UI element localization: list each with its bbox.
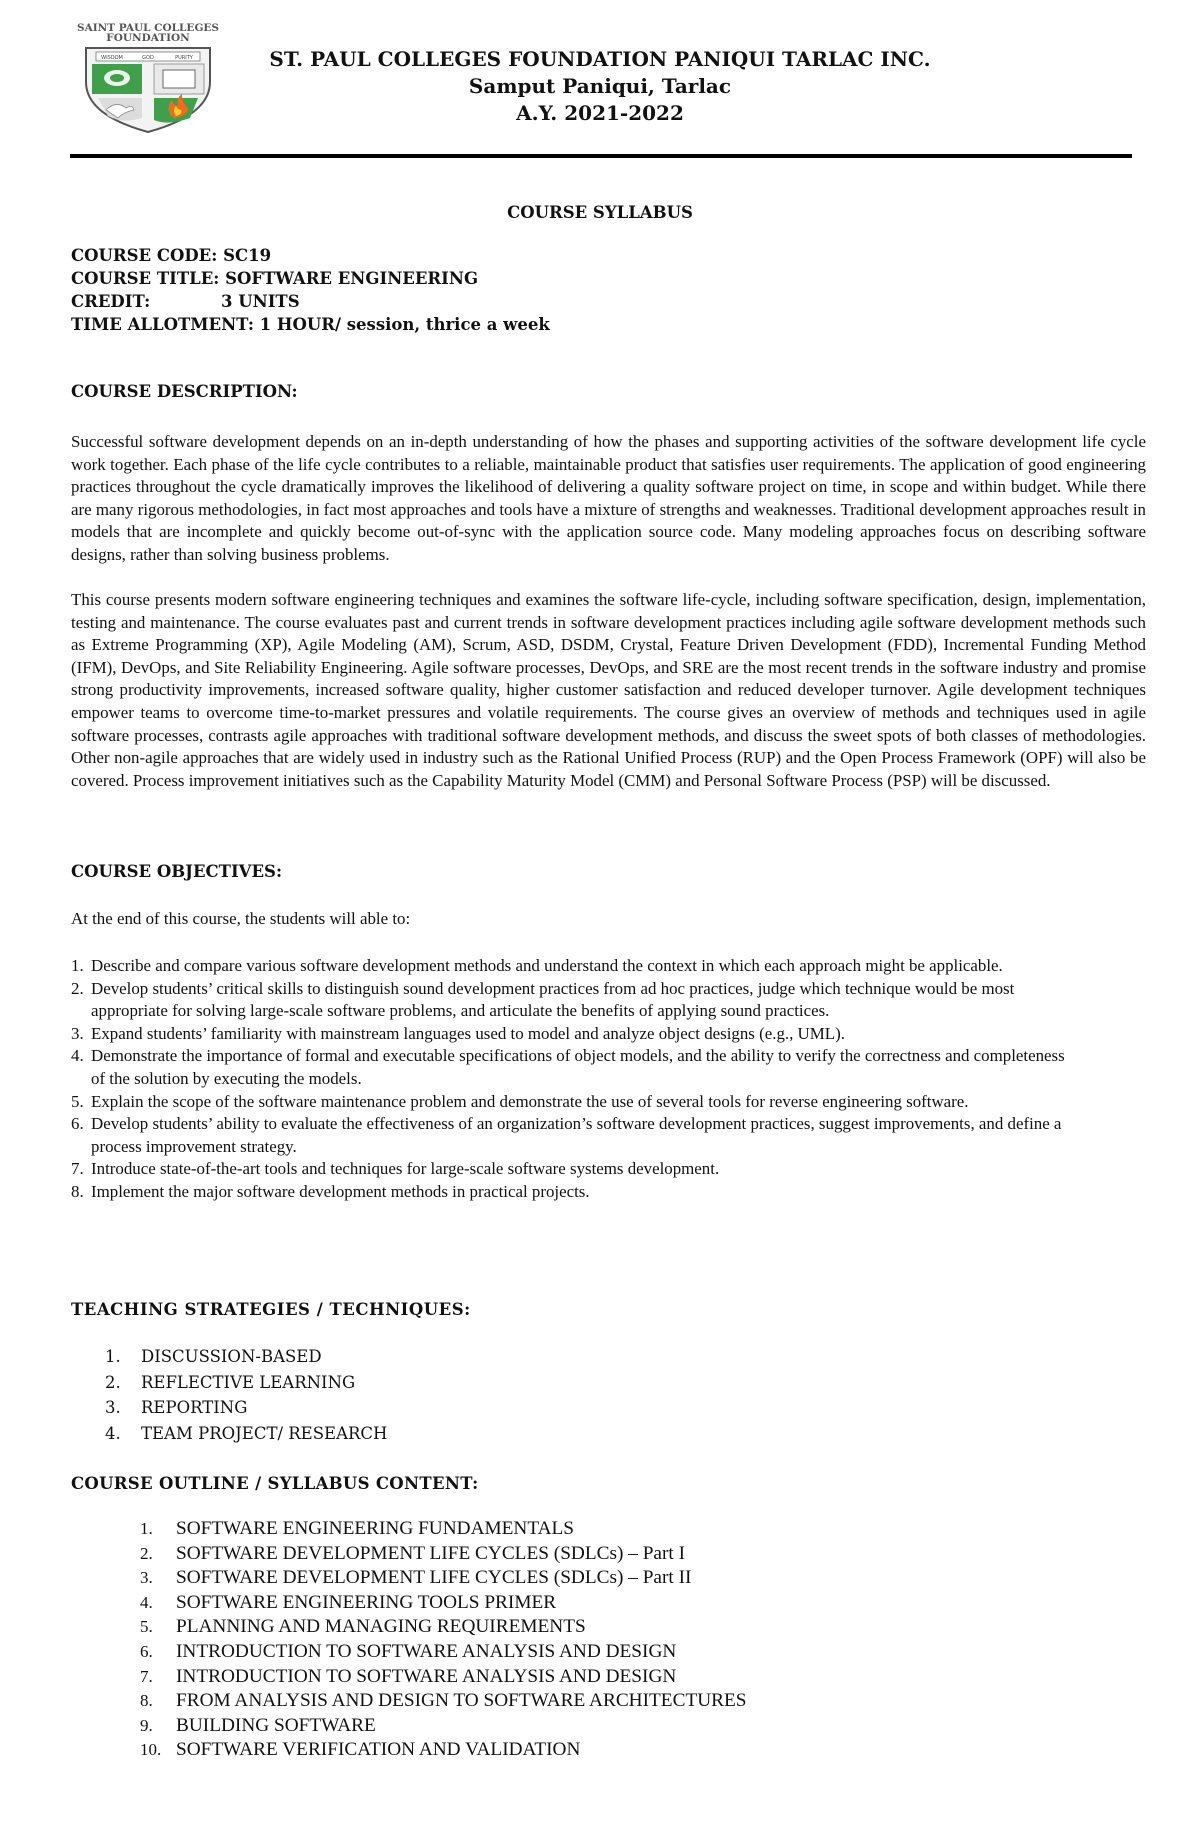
- strategy-number: 1.: [105, 1347, 121, 1366]
- outline-text: SOFTWARE DEVELOPMENT LIFE CYCLES (SDLCs) – Part II: [176, 1567, 692, 1589]
- objective-text: Develop students’ ability to evaluate the effectiveness of an organization’s software development practices, suggest improvements, and define a process improvement strategy.: [91, 1114, 1062, 1156]
- outline-text: PLANNING AND MANAGING REQUIREMENTS: [176, 1616, 586, 1638]
- school-address: Samput Paniqui, Tarlac: [468, 74, 732, 98]
- objective-item: [71, 1023, 1071, 1046]
- course-credit: [71, 290, 471, 313]
- outline-item: [140, 1689, 747, 1714]
- objective-text: Explain the scope of the software maintenance problem and demonstrate the use of several tools for reverse engineering software.: [91, 1091, 969, 1111]
- strategies-list: [105, 1344, 387, 1446]
- outline-item: [140, 1566, 747, 1591]
- outline-item: [140, 1517, 747, 1542]
- objective-number: 1.: [71, 956, 84, 975]
- course-title: COURSE TITLE: SOFTWARE ENGINEERING: [71, 269, 479, 288]
- strategies-heading: TEACHING STRATEGIES / TECHNIQUES:: [71, 1300, 471, 1319]
- objective-number: 8.: [71, 1181, 84, 1201]
- outline-number: 8.: [140, 1691, 153, 1711]
- outline-text: SOFTWARE VERIFICATION AND VALIDATION: [176, 1739, 581, 1761]
- outline-text: INTRODUCTION TO SOFTWARE ANALYSIS AND DESIGN: [176, 1665, 677, 1687]
- document-title: COURSE SYLLABUS: [507, 203, 693, 222]
- header-divider: [70, 154, 1132, 158]
- logo-motto-1: WISDOM: [101, 55, 123, 61]
- outline-heading: COURSE OUTLINE / SYLLABUS CONTENT:: [71, 1474, 479, 1493]
- outline-number: 9.: [140, 1715, 153, 1735]
- logo-motto-2: GOD: [142, 55, 154, 61]
- strategy-item: [105, 1421, 387, 1447]
- strategy-text: TEAM PROJECT/ RESEARCH: [141, 1423, 388, 1443]
- credit-label: CREDIT:: [71, 292, 151, 311]
- outline-text: SOFTWARE ENGINEERING FUNDAMENTALS: [176, 1518, 574, 1539]
- credit-value: 3 UNITS: [221, 292, 300, 311]
- objective-text: Describe and compare various software development methods and understand the context in which each approach might be applicable.: [91, 956, 1003, 975]
- outline-item: [140, 1665, 747, 1690]
- strategy-text: REPORTING: [141, 1398, 248, 1417]
- academic-year: A.Y. 2021-2022: [516, 101, 684, 125]
- objective-text: Expand students’ familiarity with mainstream languages used to model and analyze object designs (e.g., UML).: [91, 1023, 845, 1043]
- strategy-item: [105, 1395, 387, 1421]
- time-allotment: TIME ALLOTMENT: 1 HOUR/ session, thrice a week: [71, 315, 550, 334]
- objective-number: 4.: [71, 1046, 84, 1066]
- outline-number: 7.: [140, 1666, 153, 1686]
- outline-number: 4.: [140, 1592, 153, 1612]
- objective-number: 3.: [71, 1023, 84, 1043]
- objective-item: [71, 1045, 1071, 1090]
- outline-text: INTRODUCTION TO SOFTWARE ANALYSIS AND DESIGN: [176, 1640, 677, 1662]
- objective-number: 7.: [71, 1159, 84, 1179]
- outline-item: [140, 1640, 747, 1665]
- strategy-text: DISCUSSION-BASED: [141, 1347, 322, 1366]
- outline-item: [140, 1542, 747, 1567]
- outline-number: 2.: [140, 1543, 153, 1563]
- objective-item: [71, 1181, 1071, 1204]
- outline-item: [140, 1591, 747, 1616]
- outline-text: SOFTWARE ENGINEERING TOOLS PRIMER: [176, 1591, 557, 1613]
- objective-number: 2.: [71, 978, 84, 998]
- description-paragraph-1: Successful software development depends on an in-depth understanding of how the phases and supporting activities of the software development life cycle work together. Each phase of the life cycle contributes to a reliable, maintainable product that satisfies user requirements. The application of good engineering practices throughout the cycle dramatically improves the likelihood of delivering a quality software project on time, in scope and within budget. While there are many rigorous methodologies, in fact most approaches and tools have a mixture of strengths and weaknesses. Traditional development approaches result in models that are incomplete and quickly become out-of-sync with the application source code. Many modeling approaches focus on describing software designs, rather than solving business problems.: [71, 432, 1146, 564]
- description-heading: COURSE DESCRIPTION:: [71, 382, 298, 401]
- outline-number: 5.: [140, 1617, 153, 1637]
- objective-item: [71, 1113, 1071, 1158]
- objective-item: [71, 955, 1071, 978]
- description-paragraph-2: This course presents modern software engineering techniques and examines the software life-cycle, including software specification, design, implementation, testing and maintenance. The course evaluates past and current trends in software development practices including agile software development methods such as Extreme Programming (XP), Agile Modeling (AM), Scrum, ASD, DSDM, Crystal, Feature Driven Development (FDD), Incremental Funding Method (IFM), DevOps, and Site Reliability Engineering. Agile software processes, DevOps, and SRE are the most recent trends in the software industry and promise strong productivity improvements, increased software quality, higher customer satisfaction and reduced developer turnover. Agile development techniques empower teams to overcome time-to-market pressures and volatile requirements. The course gives an overview of methods and techniques used in agile software processes, contrasts agile approaches with traditional software development methods, and discuss the sweet spots of both classes of methodologies. Other non-agile approaches that are widely used in industry such as the Rational Unified Process (RUP) and the Open Process Framework (OPF) will also be covered. Process improvement initiatives such as the Capability Maturity Model (CMM) and Personal Software Process (PSP) will be discussed.: [71, 590, 1146, 790]
- strategy-item: [105, 1344, 387, 1370]
- objective-text: Demonstrate the importance of formal and executable specifications of object models, and the ability to verify the correctness and completeness of the solution by executing the models.: [91, 1046, 1065, 1088]
- outline-list: [140, 1517, 747, 1763]
- course-code: COURSE CODE: SC19: [71, 246, 272, 265]
- strategy-item: [105, 1370, 387, 1396]
- objective-text: Implement the major software development methods in practical projects.: [91, 1181, 590, 1201]
- objective-number: 5.: [71, 1091, 84, 1111]
- outline-item: [140, 1615, 747, 1640]
- outline-number: 1.: [140, 1519, 153, 1538]
- objective-item: [71, 978, 1071, 1023]
- logo-text-line2: FOUNDATION: [106, 32, 190, 44]
- strategy-number: 3.: [105, 1398, 121, 1417]
- outline-text: BUILDING SOFTWARE: [176, 1714, 376, 1736]
- outline-item: [140, 1714, 747, 1739]
- strategy-number: 4.: [105, 1423, 121, 1443]
- objectives-heading: COURSE OBJECTIVES:: [71, 862, 283, 881]
- school-name: ST. PAUL COLLEGES FOUNDATION PANIQUI TARLAC INC.: [269, 47, 931, 71]
- objectives-intro: At the end of this course, the students will able to:: [71, 909, 411, 928]
- objective-text: Introduce state-of-the-art tools and techniques for large-scale software systems development.: [91, 1159, 720, 1179]
- outline-item: [140, 1738, 747, 1763]
- outline-number: 6.: [140, 1641, 153, 1661]
- objective-number: 6.: [71, 1114, 84, 1134]
- objective-item: [71, 1158, 1071, 1181]
- objectives-list: [71, 955, 1071, 1204]
- outline-text: SOFTWARE DEVELOPMENT LIFE CYCLES (SDLCs) – Part I: [176, 1542, 685, 1564]
- outline-number: 3.: [140, 1568, 153, 1588]
- outline-text: FROM ANALYSIS AND DESIGN TO SOFTWARE ARCHITECTURES: [176, 1690, 747, 1712]
- logo-text-line1: SAINT PAUL COLLEGES: [76, 22, 220, 34]
- logo-motto-3: PURITY: [175, 55, 193, 61]
- strategy-text: REFLECTIVE LEARNING: [141, 1372, 356, 1392]
- strategy-number: 2.: [105, 1372, 121, 1392]
- objective-item: [71, 1091, 1071, 1114]
- objective-text: Develop students’ critical skills to distinguish sound development practices from ad hoc practices, judge which technique would be most appropriate for solving large-scale software problems, and articulate the benefits of applying sound practices.: [91, 978, 1015, 1021]
- outline-number: 10.: [140, 1740, 162, 1760]
